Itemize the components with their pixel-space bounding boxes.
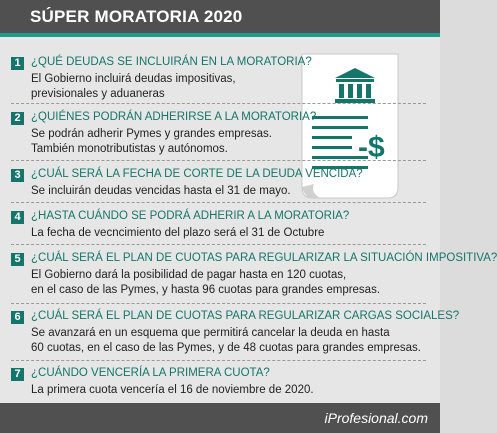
page-title: SÚPER MORATORIA 2020 [30, 7, 243, 26]
item-answer: La fecha de vecncimiento del plazo será el 31 de Octubre [31, 227, 325, 239]
item-answer: El Gobierno dará la posibilidad de pagar hasta en 120 cuotas, en el caso de las Pymes, y hasta 96 cuotas para grandes empresas. [31, 269, 381, 296]
footer-bar [0, 403, 440, 433]
divider [11, 303, 426, 304]
item-question: ¿HASTA CUÁNDO SE PODRÁ ADHERIR A LA MORATORIA? [31, 210, 350, 222]
item-number: 4 [11, 211, 24, 224]
item-answer: El Gobierno incluirá deudas impositivas, previsionales y aduaneras [31, 73, 236, 100]
faq-panel [0, 37, 497, 403]
item-number: 6 [11, 311, 24, 324]
minus-dollar-symbol: -$ [358, 131, 385, 164]
item-question: ¿QUIÉNES PODRÁN ADHERIRSE A LA MORATORIA? [31, 111, 317, 123]
item-number: 1 [11, 57, 24, 70]
header-bar [0, 0, 440, 33]
divider [11, 244, 426, 245]
divider [11, 160, 426, 161]
item-question: ¿CUÁNDO VENCERÍA LA PRIMERA CUOTA? [31, 367, 270, 379]
item-answer: La primera cuota vencería el 16 de noviembre de 2020. [31, 384, 314, 396]
item-number: 7 [11, 368, 24, 381]
item-answer: Se avanzará en un esquema que permitirá cancelar la deuda en hasta 60 cuotas, en el caso de las Pymes, y de 48 cuotas para grandes empresas. [31, 327, 421, 354]
item-question: ¿CUÁL SERÁ LA FECHA DE CORTE DE LA DEUDA VENCIDA? [31, 168, 363, 180]
divider [11, 103, 426, 104]
item-answer: Se podrán adherir Pymes y grandes empresas. También monotributistas y autónomos. [31, 128, 272, 155]
divider [11, 360, 426, 361]
item-number: 5 [11, 253, 24, 266]
item-number: 2 [11, 112, 24, 125]
item-question: ¿QUÉ DEUDAS SE INCLUIRÁN EN LA MORATORIA? [31, 56, 312, 68]
item-question: ¿CUÁL SERÁ EL PLAN DE CUOTAS PARA REGULARIZAR LA SITUACIÓN IMPOSITIVA? [31, 252, 497, 264]
item-question: ¿CUÁL SERÁ EL PLAN DE CUOTAS PARA REGULARIZAR CARGAS SOCIALES? [31, 310, 460, 322]
brand-logo: iProfesional.com [324, 410, 428, 426]
item-number: 3 [11, 169, 24, 182]
item-answer: Se incluirán deudas vencidas hasta el 31 de mayo. [31, 185, 291, 197]
divider [11, 202, 426, 203]
